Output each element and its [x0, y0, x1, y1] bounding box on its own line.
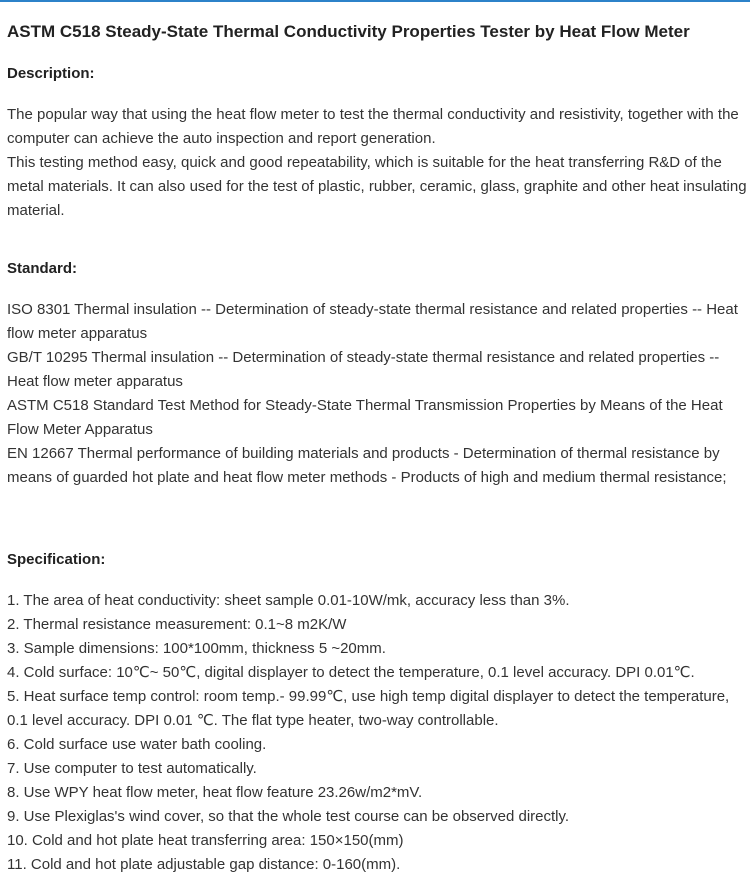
spec-item: 3. Sample dimensions: 100*100mm, thickness 5 ~20mm. [7, 640, 386, 657]
specification-list [7, 589, 750, 877]
spec-item: 10. Cold and hot plate heat transferring area: 150×150(mm) [7, 832, 404, 849]
standard-heading: Standard: [7, 260, 78, 277]
standard-item: GB/T 10295 Thermal insulation -- Determination of steady-state thermal resistance and related properties -- Heat flow meter apparatus [7, 349, 720, 390]
top-accent-line [0, 0, 750, 2]
specification-heading: Specification: [7, 551, 106, 568]
spec-item: 11. Cold and hot plate adjustable gap distance: 0-160(mm). [7, 856, 401, 873]
standard-item: ISO 8301 Thermal insulation -- Determination of steady-state thermal resistance and related properties -- Heat flow meter apparatus [7, 301, 738, 342]
standard-section [7, 298, 750, 490]
description-section [7, 103, 750, 223]
standard-item: EN 12667 Thermal performance of building materials and products - Determination of thermal resistance by means of guarded hot plate and heat flow meter methods - Products of high and medium thermal resistance; [7, 445, 727, 486]
spec-item: 8. Use WPY heat flow meter, heat flow feature 23.26w/m2*mV. [7, 784, 423, 801]
spec-item: 4. Cold surface: 10℃~ 50℃, digital displayer to detect the temperature, 0.1 level accuracy. DPI 0.01℃. [7, 664, 695, 681]
standard-item: ASTM C518 Standard Test Method for Steady-State Thermal Transmission Properties by Means of the Heat Flow Meter Apparatus [7, 397, 723, 438]
spec-item: 9. Use Plexiglas's wind cover, so that the whole test course can be observed directly. [7, 808, 570, 825]
description-paragraph: This testing method easy, quick and good repeatability, which is suitable for the heat transferring R&D of the metal materials. It can also used for the test of plastic, rubber, ceramic, glass, graphite and other heat insulating material. [7, 154, 747, 219]
spec-item: 1. The area of heat conductivity: sheet sample 0.01-10W/mk, accuracy less than 3%. [7, 592, 570, 609]
spec-item: 6. Cold surface use water bath cooling. [7, 736, 267, 753]
description-heading: Description: [7, 65, 95, 82]
page-title: ASTM C518 Steady-State Thermal Conductivity Properties Tester by Heat Flow Meter [7, 22, 690, 41]
spec-item: 2. Thermal resistance measurement: 0.1~8 m2K/W [7, 616, 347, 633]
description-paragraph: The popular way that using the heat flow meter to test the thermal conductivity and resistivity, together with the computer can achieve the auto inspection and report generation. [7, 106, 739, 147]
specification-section [7, 589, 750, 877]
spec-item: 7. Use computer to test automatically. [7, 760, 257, 777]
spec-item: 5. Heat surface temp control: room temp.- 99.99℃, use high temp digital displayer to detect the temperature, 0.1 level accuracy. DPI 0.01 ℃. The flat type heater, two-way controllable. [7, 688, 730, 729]
